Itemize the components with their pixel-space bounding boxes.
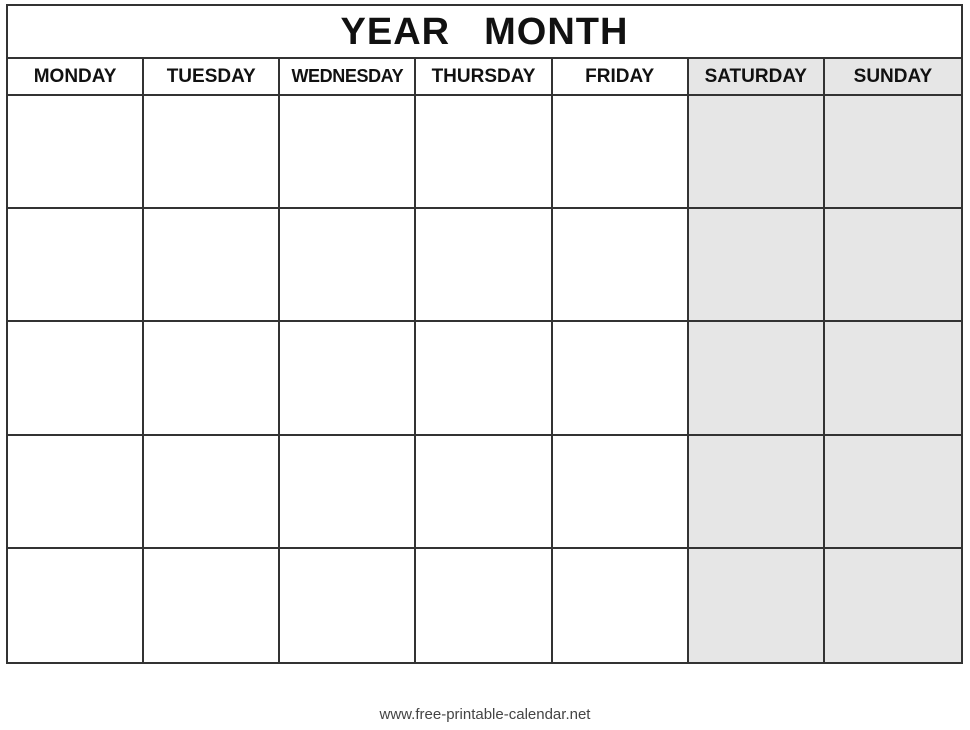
day-cell <box>825 436 961 549</box>
day-cell <box>689 436 825 549</box>
day-cell <box>280 96 416 209</box>
weekday-header-row <box>8 59 961 96</box>
day-cell <box>144 436 280 549</box>
weekday-tuesday: TUESDAY <box>144 59 280 94</box>
day-cell <box>144 549 280 662</box>
day-cell <box>416 322 552 435</box>
day-cell <box>553 436 689 549</box>
day-cell <box>280 322 416 435</box>
calendar-title <box>8 6 961 59</box>
day-cell <box>689 209 825 322</box>
day-cell <box>416 96 552 209</box>
day-cell <box>553 549 689 662</box>
day-cell <box>8 209 144 322</box>
day-cell <box>825 209 961 322</box>
day-cell <box>8 96 144 209</box>
day-cell <box>689 96 825 209</box>
weekday-wednesday: WEDNESDAY <box>280 59 416 94</box>
day-cell <box>553 322 689 435</box>
calendar-sheet <box>6 4 963 664</box>
weekday-monday: MONDAY <box>8 59 144 94</box>
day-cell <box>280 549 416 662</box>
day-cell <box>553 209 689 322</box>
day-cell <box>280 209 416 322</box>
year-label: YEAR <box>340 10 451 53</box>
day-grid <box>8 96 961 662</box>
day-cell <box>416 436 552 549</box>
day-cell <box>825 322 961 435</box>
day-cell <box>689 549 825 662</box>
month-label: MONTH <box>484 10 629 53</box>
day-cell <box>144 322 280 435</box>
day-cell <box>144 96 280 209</box>
day-cell <box>416 549 552 662</box>
day-cell <box>825 96 961 209</box>
day-cell <box>416 209 552 322</box>
day-cell <box>8 549 144 662</box>
day-cell <box>8 322 144 435</box>
day-cell <box>8 436 144 549</box>
day-cell <box>825 549 961 662</box>
weekday-friday: FRIDAY <box>553 59 689 94</box>
day-cell <box>553 96 689 209</box>
weekday-thursday: THURSDAY <box>416 59 552 94</box>
weekday-sunday: SUNDAY <box>825 59 961 94</box>
day-cell <box>144 209 280 322</box>
weekday-saturday: SATURDAY <box>689 59 825 94</box>
footer-url: www.free-printable-calendar.net <box>379 706 591 723</box>
day-cell <box>280 436 416 549</box>
day-cell <box>689 322 825 435</box>
